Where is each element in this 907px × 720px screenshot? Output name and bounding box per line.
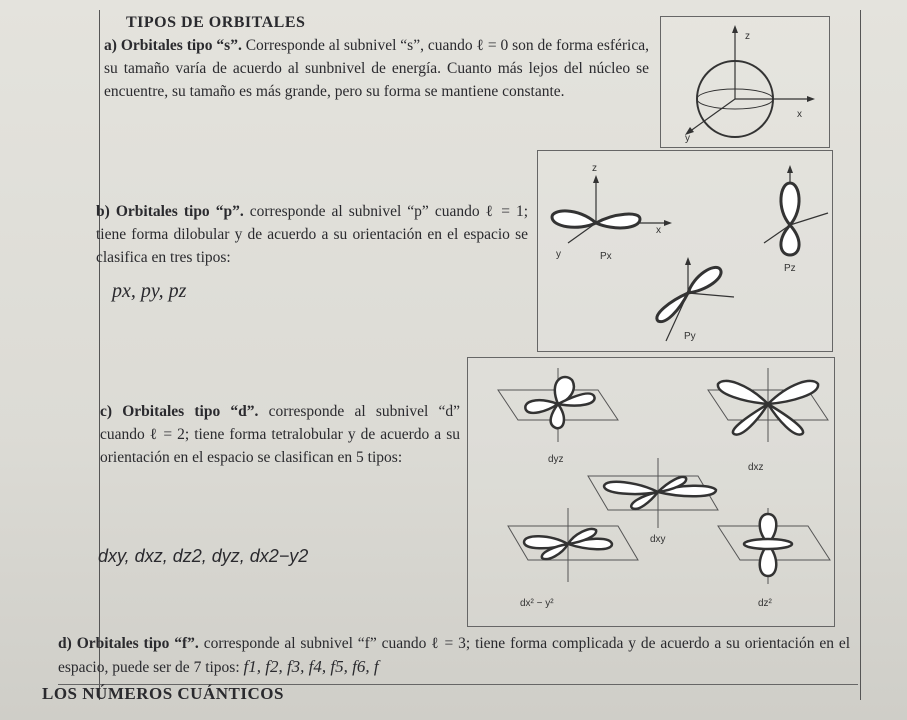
section-b-label: b) [96, 203, 110, 220]
dyz-orbital-shape [498, 368, 618, 442]
section-a-text: Corresponde al subnivel “s”, cuando ℓ = 0 son de forma esférica, su tamaño varía de acuerdo al sunbnivel de energía. Cuanto más lejos del núcleo se encuentre, su tamaño es más grande, pero su forma se mantiene constante. [104, 37, 649, 100]
p-axis-z-label: z [592, 163, 597, 174]
dx2-y2-orbital-shape [508, 508, 638, 582]
f-types: f1, f2, f3, f4, f5, f6, f [243, 657, 379, 676]
section-c [100, 400, 460, 469]
section-d-text: corresponde al subnivel “f” cuando ℓ = 3; tiene forma complicada y de acuerdo a su orientación en el espacio, puede ser de 7 tipos: [58, 635, 851, 676]
dyz-label: dyz [548, 454, 564, 465]
section-b-text: corresponde al subnivel “p” cuando ℓ = 1; tiene forma dilobular y de acuerdo a su orientación en el espacio se clasifica en tres tipos: [96, 203, 529, 266]
s-axis-x-label: x [797, 109, 802, 120]
px-label: Px [600, 251, 612, 262]
d-types: dxy, dxz, dz2, dyz, dx2−y2 [98, 546, 309, 566]
section-c-label: c) [100, 403, 113, 420]
footer-title: LOS NÚMEROS CUÁNTICOS [42, 684, 284, 703]
section-c-heading: Orbitales tipo “d”. [122, 403, 259, 420]
s-axis-z-label: z [745, 31, 750, 42]
d-orbital-diagram [467, 357, 835, 627]
section-b [96, 200, 528, 269]
dxz-label: dxz [748, 462, 764, 473]
dz2-orbital-shape [718, 508, 830, 584]
p-axis-y-label: y [556, 249, 561, 260]
section-a-heading: Orbitales tipo “s”. [120, 37, 242, 54]
p-types: px, py, pz [112, 280, 187, 302]
p-orbital-diagram [537, 150, 833, 352]
section-c-text: corresponde al subnivel “d” cuando ℓ = 2; tiene forma tetralobular y de acuerdo a su orientación en el espacio se clasifican en 5 tipos: [100, 403, 461, 466]
dx2-y2-label: dx² − y² [520, 598, 554, 609]
section-d-heading: Orbitales tipo “f”. [76, 635, 199, 652]
section-b-heading: Orbitales tipo “p”. [115, 203, 244, 220]
dxy-orbital-shape [588, 458, 718, 528]
section-a [104, 34, 649, 103]
p-orbital-figure [538, 151, 832, 351]
pz-label: Pz [784, 263, 796, 274]
s-axis-y-label: y [685, 133, 690, 144]
page-title: TIPOS DE ORBITALES [126, 14, 306, 31]
dxz-orbital-shape [708, 368, 828, 442]
section-a-label: a) [104, 37, 117, 54]
d-orbital-figure [468, 358, 834, 626]
py-label: Py [684, 331, 696, 342]
p-axis-x-label: x [656, 225, 661, 236]
section-d [58, 632, 850, 679]
section-d-label: d) [58, 635, 72, 652]
s-orbital-diagram [660, 16, 830, 148]
dz2-label: dz² [758, 598, 772, 609]
dxy-label: dxy [650, 534, 666, 545]
